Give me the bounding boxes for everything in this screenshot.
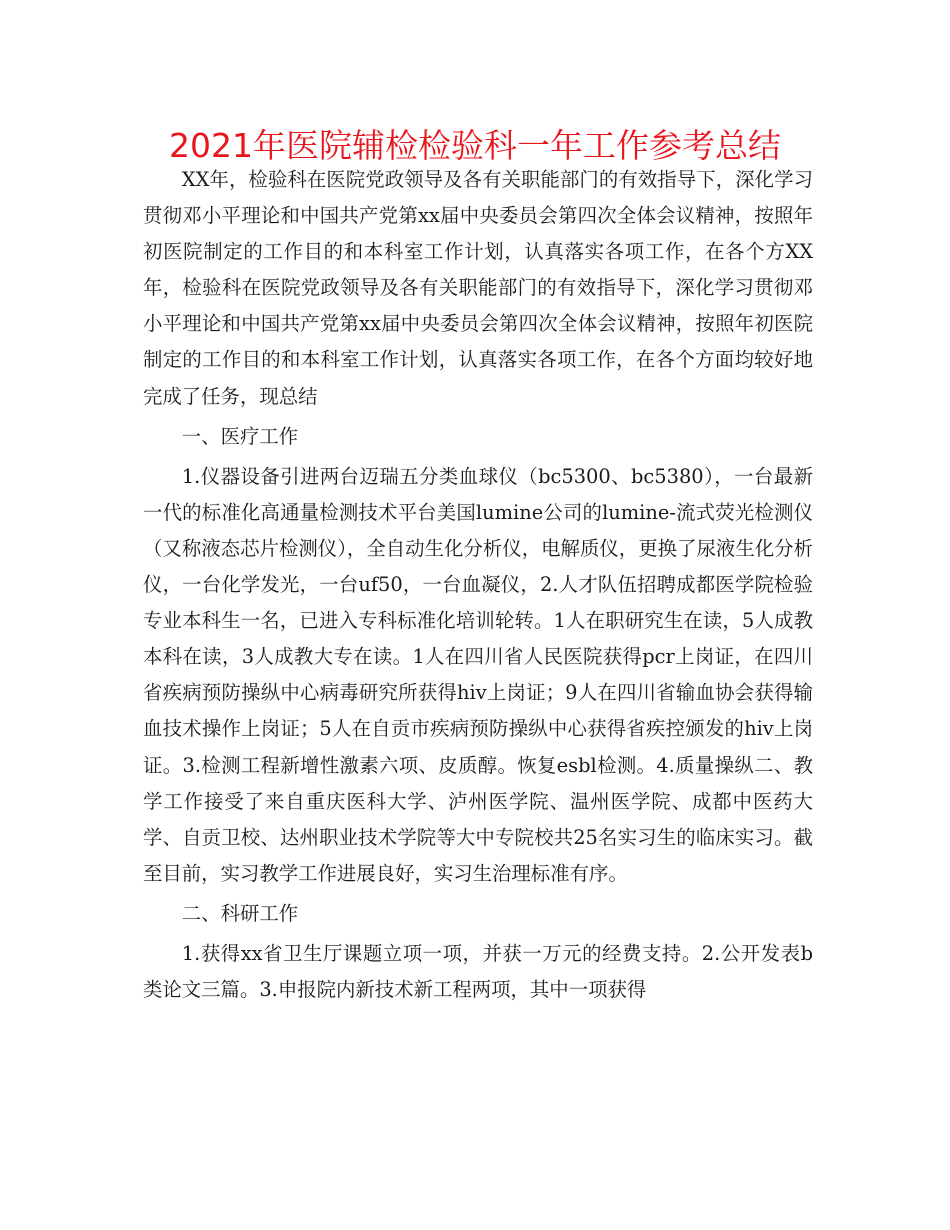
paragraph-research: 1.获得xx省卫生厅课题立项一项，并获一万元的经费支持。2.公开发表b类论文三篇。3.申报院内新技术新工程两项，其中一项获得: [143, 941, 813, 1002]
section-heading-research: 二、科研工作: [181, 901, 299, 925]
section-heading-medical: 一、医疗工作: [181, 424, 299, 448]
paragraph-medical: 1.仪器设备引进两台迈瑞五分类血球仪（bc5300、bc5380），一台最新一代的标准化高通量检测技术平台美国lumine公司的lumine-流式荧光检测仪（又称液态芯片检测仪），全自动生化分析仪，电解质仪，更换了尿液生化分析仪，一台化学发光，一台uf50，一台血凝仪，2.人才队伍招聘成都医学院检验专业本科生一名，已进入专科标准化培训轮转。1人在职研究生在读，5人成教本科在读，3人成教大专在读。1人在四川省人民医院获得pcr上岗证，在四川省疾病预防操纵中心病毒研究所获得hiv上岗证；9人在四川省输血协会获得输血技术操作上岗证；5人在自贡市疾病预防操纵中心获得省疾控颁发的hiv上岗证。3.检测工程新增性激素六项、皮质醇。恢复esbl检测。4.质量操纵二、教学工作接受了来自重庆医科大学、泸州医学院、温州医学院、成都中医药大学、自贡卫校、达州职业技术学院等大中专院校共25名实习生的临床实习。截至目前，实习教学工作进展良好，实习生治理标准有序。: [143, 464, 813, 885]
paragraph-intro: XX年，检验科在医院党政领导及各有关职能部门的有效指导下，深化学习贯彻邓小平理论和中国共产党第xx届中央委员会第四次全体会议精神，按照年初医院制定的工作目的和本科室工作计划，认真落实各项工作，在各个方XX年，检验科在医院党政领导及各有关职能部门的有效指导下，深化学习贯彻邓小平理论和中国共产党第xx届中央委员会第四次全体会议精神，按照年初医院制定的工作目的和本科室工作计划，认真落实各项工作，在各个方面均较好地完成了任务，现总结: [143, 168, 813, 408]
document-title: 2021年医院辅检检验科一年工作参考总结: [169, 126, 781, 165]
document-body: [143, 162, 813, 1008]
